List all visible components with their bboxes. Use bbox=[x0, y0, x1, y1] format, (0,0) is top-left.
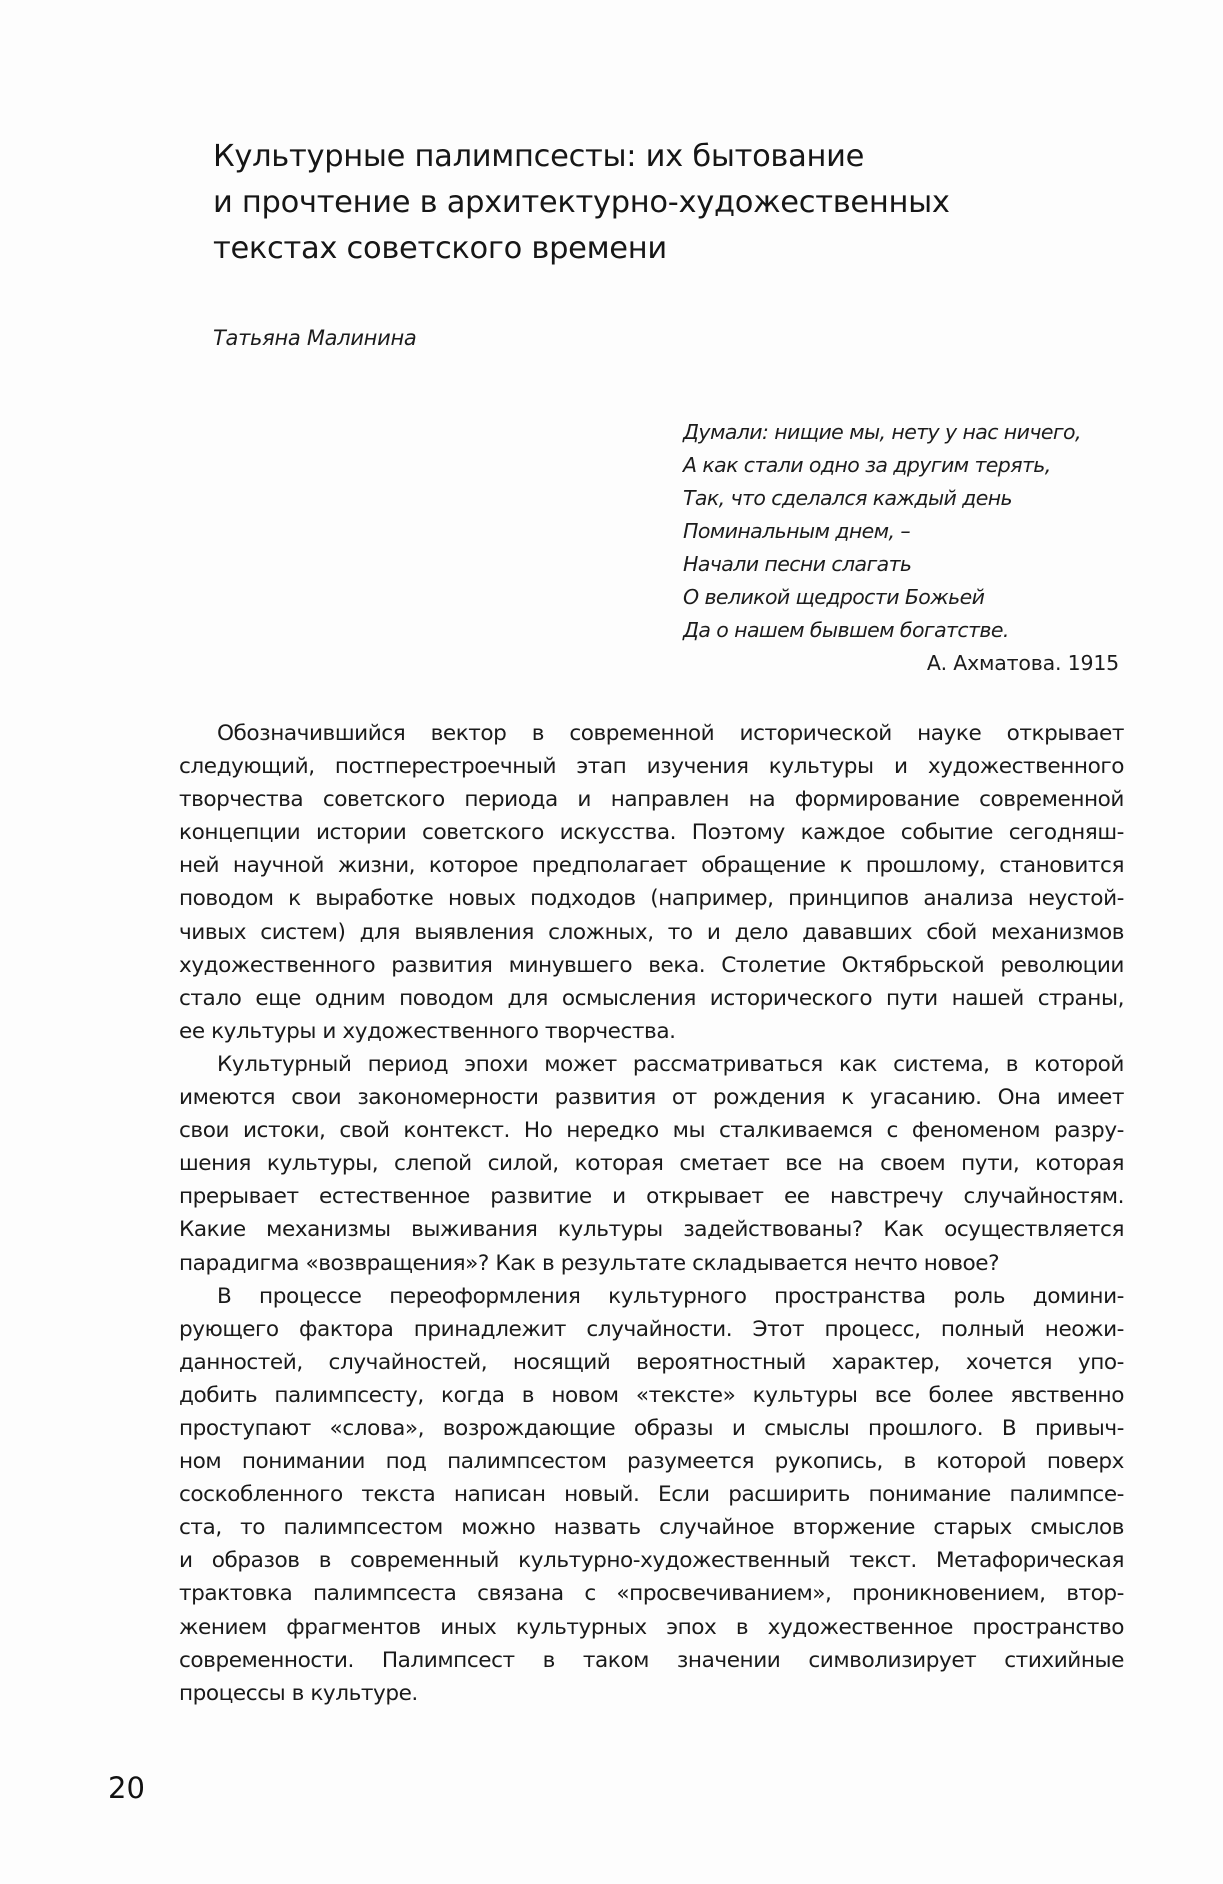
title-line: текстах советского времени bbox=[213, 231, 667, 266]
text-line: данностей, случайностей, носящий вероятностный характер, хочется упо- bbox=[179, 1349, 1124, 1375]
text-line: ее культуры и художественного творчества. bbox=[179, 1018, 676, 1044]
page-number: 20 bbox=[108, 1771, 145, 1805]
epigraph-line: А как стали одно за другим терять, bbox=[683, 453, 1051, 477]
epigraph-line: Поминальным днем, – bbox=[683, 519, 911, 543]
text-line: В процессе переоформления культурного пространства роль домини- bbox=[217, 1283, 1124, 1309]
text-line: процессы в культуре. bbox=[179, 1680, 418, 1706]
text-line: ном понимании под палимпсестом разумеется рукопись, в которой поверх bbox=[179, 1449, 1124, 1475]
epigraph-line: О великой щедрости Божьей bbox=[683, 585, 985, 609]
paragraph bbox=[179, 1280, 1124, 1710]
epigraph-line: Да о нашем бывшем богатстве. bbox=[683, 618, 1009, 642]
paragraph bbox=[179, 1048, 1124, 1280]
text-line: Какие механизмы выживания культуры задействованы? Как осуществляется bbox=[179, 1217, 1124, 1243]
text-line: прерывает естественное развитие и открывает ее навстречу случайностям. bbox=[179, 1184, 1124, 1210]
text-line: следующий, постперестроечный этап изучения культуры и художественного bbox=[179, 754, 1124, 780]
title-line: и прочтение в архитектурно-художественных bbox=[213, 185, 950, 220]
text-line: имеются свои закономерности развития от рождения к угасанию. Она имеет bbox=[179, 1085, 1124, 1111]
text-line: добить палимпсесту, когда в новом «тексте» культуры все более явственно bbox=[179, 1382, 1124, 1408]
text-line: творчества советского периода и направлен на формирование современной bbox=[179, 787, 1124, 813]
epigraph-attribution: А. Ахматова. 1915 bbox=[926, 651, 1119, 675]
text-line: концепции истории советского искусства. Поэтому каждое событие сегодняш- bbox=[179, 820, 1124, 846]
text-line: соскобленного текста написан новый. Если расширить понимание палимпсе- bbox=[179, 1482, 1124, 1508]
text-line: и образов в современный культурно-художественный текст. Метафорическая bbox=[179, 1548, 1124, 1574]
text-line: поводом к выработке новых подходов (например, принципов анализа неустой- bbox=[179, 886, 1124, 912]
text-line: жением фрагментов иных культурных эпох в художественное пространство bbox=[179, 1614, 1124, 1640]
text-line: ста, то палимпсестом можно назвать случайное вторжение старых смыслов bbox=[179, 1515, 1124, 1541]
epigraph-line: Начали песни слагать bbox=[683, 552, 912, 576]
text-line: современности. Палимпсест в таком значении символизирует стихийные bbox=[179, 1647, 1124, 1673]
text-line: ней научной жизни, которое предполагает обращение к прошлому, становится bbox=[179, 853, 1124, 879]
text-line: стало еще одним поводом для осмысления исторического пути нашей страны, bbox=[179, 985, 1124, 1011]
text-line: чивых систем) для выявления сложных, то и дело дававших сбой механизмов bbox=[179, 919, 1124, 945]
text-line: парадигма «возвращения»? Как в результате складывается нечто новое? bbox=[179, 1250, 1000, 1276]
article-title bbox=[213, 134, 1073, 272]
text-line: Обозначившийся вектор в современной исторической науке открывает bbox=[217, 721, 1124, 746]
epigraph-line: Думали: нищие мы, нету у нас ничего, bbox=[683, 420, 1081, 444]
epigraph bbox=[683, 416, 1123, 680]
text-line: проступают «слова», возрождающие образы и смыслы прошлого. В привыч- bbox=[179, 1415, 1124, 1441]
text-line: трактовка палимпсеста связана с «просвечиванием», проникновением, втор- bbox=[179, 1581, 1124, 1607]
title-line: Культурные палимпсесты: их бытование bbox=[213, 139, 865, 174]
text-line: свои истоки, свой контекст. Но нередко мы сталкиваемся с феноменом разру- bbox=[179, 1118, 1124, 1144]
article-body bbox=[179, 717, 1124, 1710]
epigraph-line: Так, что сделался каждый день bbox=[683, 486, 1013, 510]
text-line: Культурный период эпохи может рассматриваться как система, в которой bbox=[217, 1051, 1124, 1077]
author-name: Татьяна Малинина bbox=[213, 326, 417, 350]
text-line: рующего фактора принадлежит случайности. Этот процесс, полный неожи- bbox=[179, 1316, 1124, 1342]
paragraph bbox=[179, 717, 1124, 1048]
text-line: художественного развития минувшего века. Столетие Октябрьской революции bbox=[179, 952, 1124, 978]
text-line: шения культуры, слепой силой, которая сметает все на своем пути, которая bbox=[179, 1151, 1124, 1177]
